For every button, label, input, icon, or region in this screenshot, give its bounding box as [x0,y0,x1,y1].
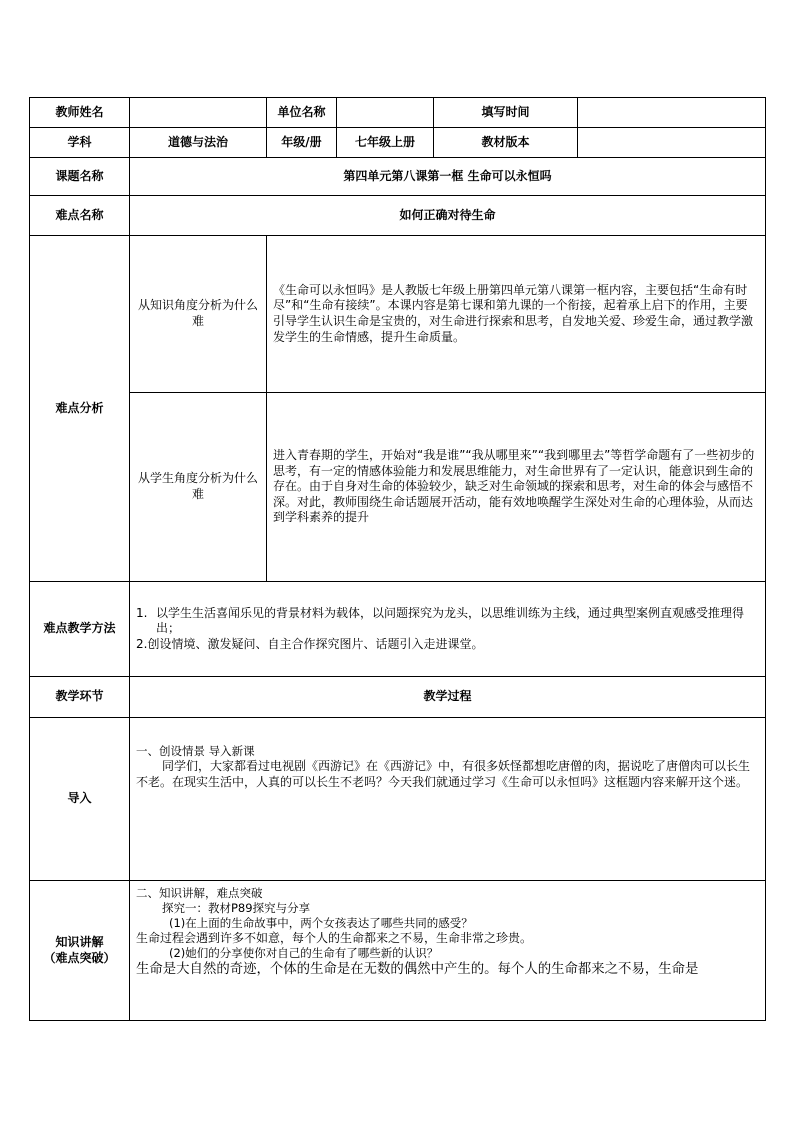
process-label: 教学过程 [130,677,766,718]
method-row [30,582,766,677]
topic-label: 课题名称 [30,158,130,196]
method-item-1 [136,606,759,637]
student-angle-label: 从学生角度分析为什么难 [130,393,267,582]
topic-row [30,158,766,196]
knowledge-label-line-2: （难点突破） [43,950,116,965]
edition-label: 教材版本 [434,128,578,158]
process-header-row [30,677,766,718]
intro-heading: 一、创设情景 导入新课 [136,744,255,758]
stage-label: 教学环节 [30,677,130,718]
method-content [130,582,766,677]
method-item-2: 2.创设情境、激发疑问、自主合作探究图片、话题引入走进课堂。 [136,636,484,651]
grade-label: 年级/册 [267,128,337,158]
knowledge-content [130,881,766,1021]
difficulty-value: 如何正确对待生命 [130,196,766,236]
subject-value: 道德与法治 [130,128,267,158]
difficulty-row [30,196,766,236]
intro-content [130,718,766,881]
difficulty-label: 难点名称 [30,196,130,236]
knowledge-label-line-1: 知识讲解 [55,934,104,949]
lesson-plan-table [29,97,766,1021]
teacher-name-label: 教师姓名 [30,98,130,128]
question-1: (1)在上面的生命故事中，两个女孩表达了哪些共同的感受？ [169,915,473,930]
header-row-1 [30,98,766,128]
unit-label: 单位名称 [267,98,337,128]
question-2: (2)她们的分享使你对自己的生命有了哪些新的认识？ [169,946,439,961]
analysis-student-row [30,393,766,582]
knowledge-angle-label: 从知识角度分析为什么难 [130,236,267,393]
method-label: 难点教学方法 [30,582,130,677]
teacher-name-value [130,98,267,128]
knowledge-row [30,881,766,1021]
date-value [578,98,766,128]
method-item-1-number: 1. [136,605,148,620]
explore-title: 探究一：教材P89探究与分享 [162,900,311,915]
unit-value [337,98,434,128]
subject-label: 学科 [30,128,130,158]
answer-1: 生命过程会遇到许多不如意，每个人的生命都来之不易，生命非常之珍贵。 [136,930,533,945]
answer-2: 生命是大自然的奇迹，个体的生命是在无数的偶然中产生的。每个人的生命都来之不易，生命是 [136,962,699,978]
grade-value: 七年级上册 [337,128,434,158]
topic-value: 第四单元第八课第一框 生命可以永恒吗 [130,158,766,196]
knowledge-label [30,881,130,1021]
student-angle-text: 进入青春期的学生，开始对“我是谁”“我从哪里来”“我到哪里去”等哲学命题有了一些初步的思考，有一定的情感体验能力和发展思维能力，对生命世界有了一定认识，能意识到生命的存在。由于自身对生命的体验较少，缺乏对生命领域的探索和思考，对生命的体会与感悟不深。对此，教师围绕生命话题展开活动，能有效地唤醒学生深处对生命的心理体验，从而达到学科素养的提升 [267,393,766,582]
knowledge-heading: 二、知识讲解，难点突破 [136,886,263,900]
intro-text: 同学们，大家都看过电视剧《西游记》在《西游记》中，有很多妖怪都想吃唐僧的肉，据说吃了唐僧肉可以长生不老。在现实生活中，人真的可以长生不老吗？今天我们就通过学习《生命可以永恒吗》这框题内容来解开这个迷。 [136,758,751,789]
intro-row [30,718,766,881]
analysis-label: 难点分析 [30,236,130,582]
header-row-2 [30,128,766,158]
edition-value [578,128,766,158]
method-item-1-text: 以学生生活喜闻乐见的背景材料为载体，以问题探究为龙头，以思维训练为主线，通过典型案例直观感受推理得出； [156,605,745,636]
knowledge-angle-text: 《生命可以永恒吗》是人教版七年级上册第四单元第八课第一框内容，主要包括“生命有时尽”和“生命有接续”。本课内容是第七课和第九课的一个衔接，起着承上启下的作用，主要引导学生认识生命是宝贵的，对生命进行探索和思考，自发地关爱、珍爱生命，通过教学激发学生的生命情感，提升生命质量。 [267,236,766,393]
intro-label: 导入 [30,718,130,881]
analysis-knowledge-row [30,236,766,393]
date-label: 填写时间 [434,98,578,128]
